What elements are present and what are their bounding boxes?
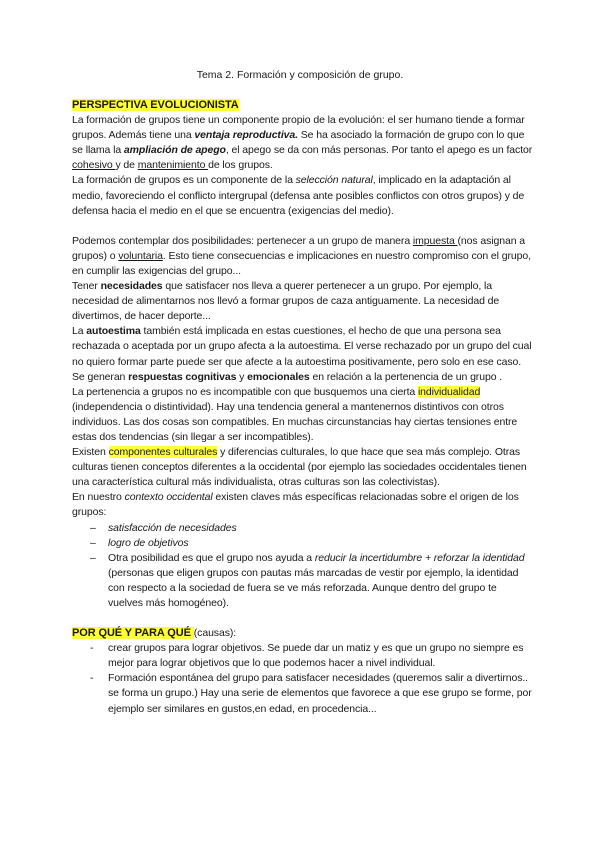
- section-heading-evolucionista: PERSPECTIVA EVOLUCIONISTA: [72, 99, 239, 111]
- list-item: - crear grupos para lograr objetivos. Se puede dar un matiz y es que un grupo no siempre es mejor para lograr objetivos que lo que podemos hacer a nivel individual.: [90, 642, 524, 670]
- paragraph: La pertenencia a grupos no es incompatible con que busquemos una cierta individualidad (independencia o distintividad). Hay una tendencia general a mantenernos distintivos con otros individuos. Las dos cosas son compatibles. En muchas circunstancias hay ciertas tensiones entre estas dos tendencias (sin llegar a ser incompatibles).: [72, 385, 518, 443]
- paragraph: Tener necesidades que satisfacer nos lleva a querer pertenecer a un grupo. Por ejemplo, la necesidad de alimentarnos nos llevó a formar grupos de caza antiguamente. La necesidad de divertimos, de hacer deporte...: [72, 280, 500, 323]
- paragraph: La autoestima también está implicada en estas cuestiones, el hecho de que una persona sea rechazada o aceptada por un grupo afecta a la autoestima. El verse rechazado por un grupo del cual no quiero formar parte puede ser que afecte a la autoestima positivamente, pero solo en ese caso.: [72, 325, 532, 368]
- list-causas: [72, 641, 534, 716]
- paragraph: Existen componentes culturales y diferencias culturales, lo que hace que sea más complejo. Otras culturas tienen conceptos diferentes a la occidental (por ejemplo las sociedades occidentales tienen una característica cultural más individualista, otras culturas son las colectivistas).: [72, 446, 527, 489]
- list-origenes: [72, 521, 534, 612]
- paragraph: La formación de grupos tiene un componente propio de la evolución: el ser humano tiende a formar grupos. Además tiene una ventaja reproductiva. Se ha asociado la formación de grupo con lo que se llama la ampliación de apego, el apego se da con más personas. Por tanto el apego es un factor cohesivo y de mantenimiento de los grupos.: [72, 114, 533, 172]
- section-heading-causas: POR QUÉ Y PARA QUÉ (causas):: [72, 627, 237, 640]
- document-body: [72, 98, 534, 717]
- paragraph: La formación de grupos es un componente de la selección natural, implicado en la adaptación al medio, favoreciendo el conflicto intergrupal (defensa ante posibles conflictos con otros grupos) y de defensa hacia el medio en el que se encuentra (exigencias del medio).: [72, 174, 525, 217]
- document-title: Tema 2. Formación y composición de grupo.: [196, 69, 404, 81]
- list-item: – logro de objetivos: [90, 536, 189, 549]
- paragraph: Podemos contemplar dos posibilidades: pertenecer a un grupo de manera impuesta (nos asignan a grupos) o voluntaria. Esto tiene consecuencias e implicaciones en nuestro compromiso con el grupo, en cumplir las exigencias del grupo...: [72, 234, 531, 277]
- list-item: – Otra posibilidad es que el grupo nos ayuda a reducir la incertidumbre + reforzar la identidad (personas que eligen grupos con pautas más marcadas de vestir por ejemplo, la identidad con respecto a la sociedad de fuera se ve más reforzada. Aunque dentro del grupo te vuelves más homogéneo).: [90, 551, 525, 609]
- list-item: - Formación espontánea del grupo para satisfacer necesidades (queremos salir a divertirnos.. se forma un grupo.) Hay una serie de elementos que favorece a que ese grupo se forme, por ejemplo ser similares en gustos,en edad, en procedencia...: [90, 672, 532, 715]
- list-item: – satisfacción de necesidades: [90, 521, 237, 534]
- paragraph: Se generan respuestas cognitivas y emocionales en relación a la pertenencia de un grupo .: [72, 370, 503, 383]
- paragraph: En nuestro contexto occidental existen claves más específicas relacionadas sobre el origen de los grupos:: [72, 491, 519, 519]
